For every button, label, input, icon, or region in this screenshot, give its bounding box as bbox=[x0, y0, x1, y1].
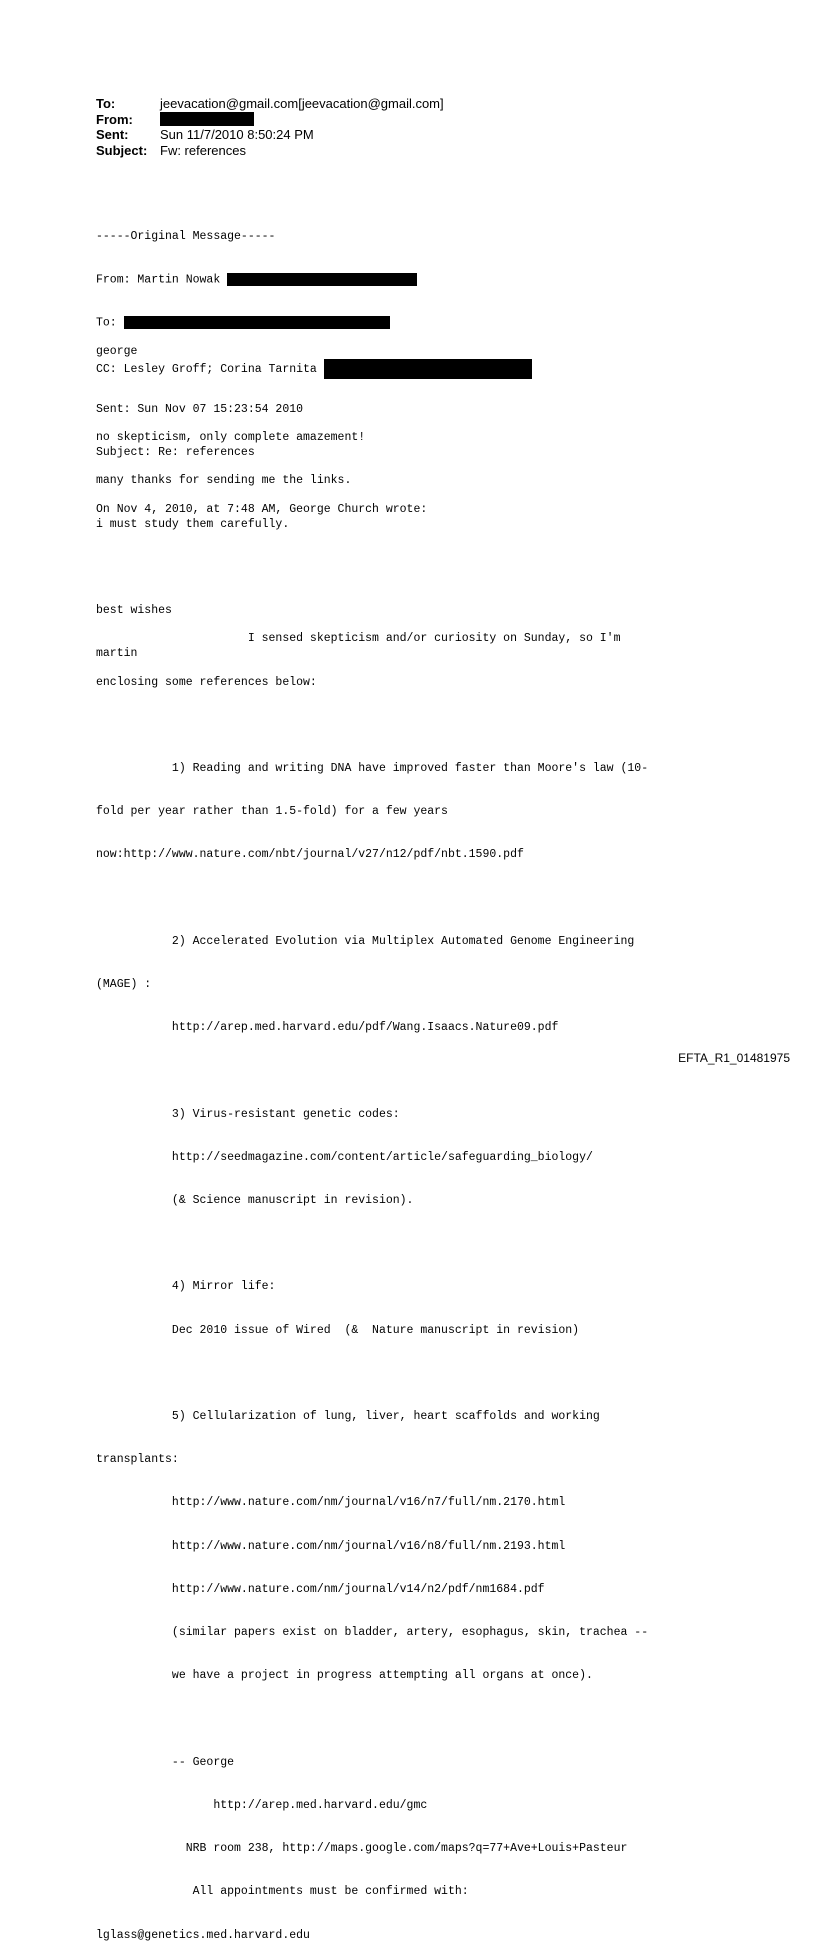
to-row bbox=[96, 96, 444, 112]
reference-1: 1) Reading and writing DNA have improved faster than Moore's law (10- bbox=[96, 762, 649, 776]
redaction-block bbox=[160, 112, 254, 126]
reference-3: (& Science manuscript in revision). bbox=[96, 1194, 414, 1208]
reply-line: no skepticism, only complete amazement! bbox=[96, 431, 366, 445]
reference-1: fold per year rather than 1.5-fold) for a few years bbox=[96, 805, 448, 819]
reply-signoff: best wishes bbox=[96, 604, 172, 618]
original-to-text: To: bbox=[96, 316, 124, 330]
reference-4: 4) Mirror life: bbox=[96, 1280, 276, 1294]
original-from-text: From: Martin Nowak bbox=[96, 273, 228, 287]
redaction-block bbox=[227, 273, 417, 286]
reference-3: 3) Virus-resistant genetic codes: bbox=[96, 1107, 400, 1121]
original-from-line bbox=[96, 273, 532, 287]
subject-row bbox=[96, 143, 444, 159]
from-label: From: bbox=[96, 111, 133, 127]
reference-2: (MAGE) : bbox=[96, 978, 152, 992]
to-label: To: bbox=[96, 96, 116, 111]
sent-label: Sent: bbox=[96, 127, 129, 142]
reference-5-link: http://www.nature.com/nm/journal/v16/n7/full/nm.2170.html bbox=[96, 1496, 566, 1510]
reply-greeting: george bbox=[96, 344, 138, 358]
reference-5: we have a project in progress attempting all organs at once). bbox=[96, 1669, 593, 1683]
original-cc-text: CC: Lesley Groff; Corina Tarnita bbox=[96, 363, 324, 377]
signature: -- George bbox=[96, 1755, 235, 1769]
quoted-message bbox=[96, 474, 648, 1957]
quoted-attribution: On Nov 4, 2010, at 7:48 AM, George Church wrote: bbox=[96, 502, 428, 516]
original-separator: -----Original Message----- bbox=[96, 229, 276, 243]
document-id: EFTA_R1_01481975 bbox=[678, 1051, 790, 1065]
reference-2-link: http://arep.med.harvard.edu/pdf/Wang.Isaacs.Nature09.pdf bbox=[96, 1021, 559, 1035]
reply-line: i must study them carefully. bbox=[96, 517, 290, 531]
original-sent-line: Sent: Sun Nov 07 15:23:54 2010 bbox=[96, 402, 304, 416]
reply-line: many thanks for sending me the links. bbox=[96, 474, 352, 488]
to-value: jeevacation@gmail.com[jeevacation@gmail.com] bbox=[160, 96, 444, 111]
from-row bbox=[96, 112, 444, 128]
reference-5-link: http://www.nature.com/nm/journal/v14/n2/pdf/nm1684.pdf bbox=[96, 1582, 545, 1596]
reference-2: 2) Accelerated Evolution via Multiplex Automated Genome Engineering bbox=[96, 934, 635, 948]
signature-link: http://arep.med.harvard.edu/gmc bbox=[96, 1798, 428, 1812]
quoted-intro: I sensed skepticism and/or curiosity on Sunday, so I'm bbox=[96, 632, 621, 646]
quoted-intro: enclosing some references below: bbox=[96, 675, 317, 689]
original-subject-line: Subject: Re: references bbox=[96, 445, 255, 459]
reference-5: (similar papers exist on bladder, artery, esophagus, skin, trachea -- bbox=[96, 1626, 649, 1640]
signature: NRB room 238, http://maps.google.com/maps?q=77+Ave+Louis+Pasteur bbox=[96, 1842, 628, 1856]
reference-1-link: now:http://www.nature.com/nbt/journal/v27/n12/pdf/nbt.1590.pdf bbox=[96, 848, 524, 862]
reference-5-link: http://www.nature.com/nm/journal/v16/n8/full/nm.2193.html bbox=[96, 1539, 566, 1553]
reference-4: Dec 2010 issue of Wired (& Nature manuscript in revision) bbox=[96, 1323, 580, 1337]
reply-signoff: martin bbox=[96, 647, 138, 661]
reference-5: 5) Cellularization of lung, liver, heart scaffolds and working bbox=[96, 1410, 600, 1424]
signature: All appointments must be confirmed with: bbox=[96, 1885, 469, 1899]
signature-email: lglass@genetics.med.harvard.edu bbox=[96, 1928, 310, 1942]
subject-label: Subject: bbox=[96, 142, 148, 158]
email-header bbox=[96, 96, 444, 158]
reference-5: transplants: bbox=[96, 1453, 179, 1467]
sent-value: Sun 11/7/2010 8:50:24 PM bbox=[160, 127, 314, 142]
subject-value: Fw: references bbox=[160, 142, 246, 158]
sent-row bbox=[96, 127, 444, 143]
reference-3-link: http://seedmagazine.com/content/article/safeguarding_biology/ bbox=[96, 1150, 593, 1164]
